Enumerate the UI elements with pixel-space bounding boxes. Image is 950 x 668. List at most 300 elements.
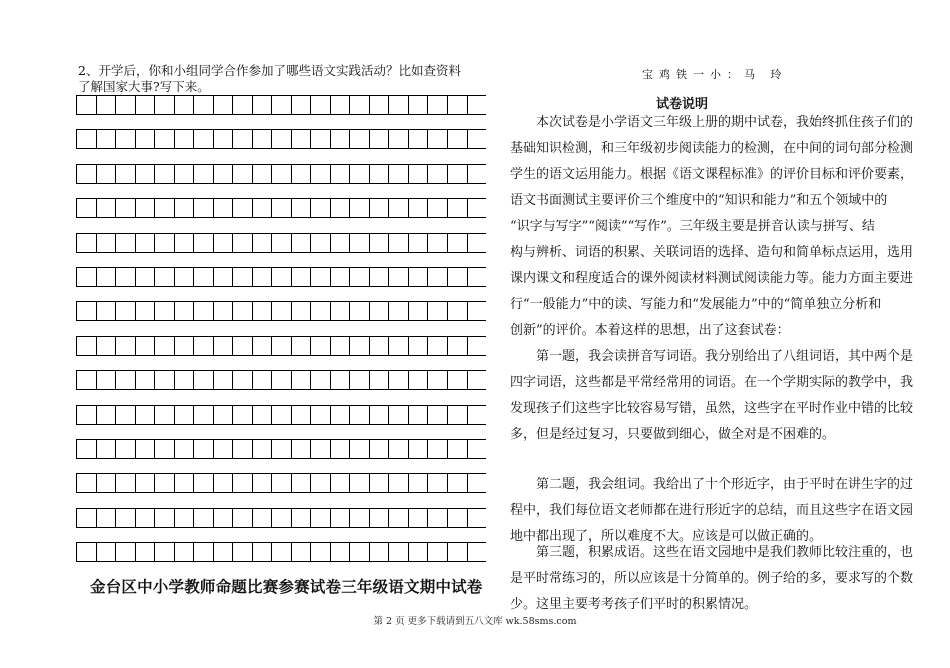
grid-cell [311,130,331,148]
grid-cell [77,165,97,183]
grid-cell [331,440,351,458]
grid-cell [97,337,117,355]
grid-cell [331,474,351,492]
grid-cell [233,337,253,355]
grid-cell [233,440,253,458]
grid-cell [428,234,448,252]
grid-cell [136,199,156,217]
grid-cell [292,337,312,355]
grid-cell [253,302,273,320]
grid-cell [428,302,448,320]
grid-cell [77,130,97,148]
grid-cell [116,96,136,114]
grid-cell [175,371,195,389]
grid-cell [155,440,175,458]
grid-cell [448,337,469,355]
grid-cell [272,406,292,424]
grid-row [76,405,486,425]
grid-cell [389,96,409,114]
grid-row [76,267,486,287]
grid-cell [77,371,97,389]
grid-cell [409,474,429,492]
grid-cell [370,268,390,286]
text-line: 多，但是经过复习，只要做到细心，做全对是不困难的。 [510,427,836,442]
grid-row [76,336,486,356]
grid-cell [214,337,234,355]
grid-cell [194,371,214,389]
grid-cell [428,406,448,424]
paragraph-q2 [510,472,914,550]
grid-cell [311,199,331,217]
grid-cell [448,371,469,389]
grid-cell [272,543,292,561]
grid-cell [292,543,312,561]
grid-cell [175,234,195,252]
grid-cell [233,406,253,424]
grid-cell [155,199,175,217]
grid-cell [370,96,390,114]
grid-cell [448,268,469,286]
grid-cell [136,96,156,114]
grid-cell [97,199,117,217]
text-line: 构与辨析、词语的积累、关联词语的选择、造句和简单标点运用，选用 [510,245,914,260]
grid-cell [292,165,312,183]
grid-cell [214,509,234,527]
grid-row [76,233,486,253]
grid-cell [175,199,195,217]
grid-cell [389,130,409,148]
grid-cell [116,509,136,527]
grid-cell [155,302,175,320]
grid-cell [448,130,469,148]
grid-cell [331,199,351,217]
grid-cell [409,302,429,320]
grid-cell [97,165,117,183]
grid-cell [389,165,409,183]
grid-cell [116,440,136,458]
grid-cell [97,474,117,492]
grid-cell [350,165,370,183]
grid-cell [97,302,117,320]
grid-cell [428,474,448,492]
grid-cell [116,268,136,286]
writing-grid [76,95,486,576]
grid-cell [370,337,390,355]
grid-cell [331,509,351,527]
grid-cell [136,543,156,561]
grid-cell [311,302,331,320]
grid-cell [97,440,117,458]
grid-cell [350,268,370,286]
grid-cell [272,474,292,492]
grid-cell [253,337,273,355]
grid-cell [77,406,97,424]
grid-cell [370,371,390,389]
grid-cell [389,268,409,286]
grid-cell [155,406,175,424]
grid-cell [97,268,117,286]
grid-cell [155,474,175,492]
text-line: 本次试卷是小学语文三年级上册的期中试卷，我始终抓住孩子们的 [510,115,914,130]
grid-cell [253,165,273,183]
grid-cell [253,406,273,424]
grid-cell [116,406,136,424]
grid-cell [370,406,390,424]
grid-cell [175,337,195,355]
grid-cell [233,509,253,527]
grid-cell [409,543,429,561]
grid-cell [311,509,331,527]
grid-cell [77,474,97,492]
grid-cell [331,234,351,252]
grid-cell [116,234,136,252]
section-title: 试卷说明 [656,97,709,112]
grid-cell [194,268,214,286]
grid-cell [272,337,292,355]
grid-cell [116,165,136,183]
grid-cell [253,440,273,458]
grid-cell [350,406,370,424]
grid-cell [350,543,370,561]
text-line: 程中，我们每位语文老师都在进行形近字的总结，而且这些字在语文园 [510,503,914,518]
grid-cell [175,165,195,183]
grid-cell [409,130,429,148]
grid-cell [292,234,312,252]
grid-cell [155,509,175,527]
grid-cell [272,509,292,527]
grid-cell [97,406,117,424]
grid-cell [292,371,312,389]
grid-cell [331,337,351,355]
grid-cell [389,371,409,389]
grid-cell [214,165,234,183]
grid-cell [116,130,136,148]
grid-cell [350,302,370,320]
grid-cell [389,543,409,561]
text-line: 是平时常练习的，所以应该是十分简单的。例子给的多，要求写的个数 [510,571,914,586]
grid-cell [214,474,234,492]
grid-cell [428,130,448,148]
grid-cell [428,509,448,527]
grid-cell [409,406,429,424]
question-line-2: 了解国家大事?写下来。 [78,79,210,94]
grid-cell [292,302,312,320]
grid-cell [272,234,292,252]
grid-cell [253,474,273,492]
text-line: 课内课文和程度适合的课外阅读材料测试阅读能力等。能力方面主要进 [510,271,914,286]
grid-cell [175,96,195,114]
grid-cell [350,234,370,252]
grid-cell [389,509,409,527]
grid-cell [350,440,370,458]
grid-cell [136,234,156,252]
grid-cell [194,234,214,252]
grid-cell [233,302,253,320]
grid-cell [292,96,312,114]
grid-cell [428,337,448,355]
grid-cell [292,509,312,527]
grid-cell [409,268,429,286]
grid-cell [233,165,253,183]
grid-cell [272,371,292,389]
grid-cell [136,474,156,492]
grid-cell [77,302,97,320]
grid-cell [389,440,409,458]
grid-cell [233,474,253,492]
grid-cell [97,371,117,389]
grid-cell [175,440,195,458]
grid-cell [448,509,469,527]
grid-cell [448,165,469,183]
grid-cell [350,474,370,492]
grid-cell [194,406,214,424]
grid-cell [272,96,292,114]
grid-cell [214,96,234,114]
grid-cell [448,474,469,492]
grid-row [76,301,486,321]
grid-cell [77,543,97,561]
grid-row [76,95,486,115]
grid-cell [370,509,390,527]
grid-cell [292,268,312,286]
page-footer: 第 2 页 更多下载请到五八文库 wk.58sms.com [373,616,577,627]
grid-cell [409,337,429,355]
grid-cell [194,474,214,492]
text-line: 发现孩子们这些字比较容易写错，虽然，这些字在平时作业中错的比较 [510,401,914,416]
grid-cell [136,165,156,183]
grid-cell [97,543,117,561]
grid-cell [331,268,351,286]
grid-cell [194,96,214,114]
grid-row [76,198,486,218]
grid-cell [370,234,390,252]
grid-cell [272,199,292,217]
grid-cell [136,371,156,389]
grid-cell [350,371,370,389]
grid-cell [136,406,156,424]
grid-cell [311,268,331,286]
grid-cell [292,474,312,492]
grid-cell [292,130,312,148]
grid-cell [370,130,390,148]
grid-cell [448,234,469,252]
grid-cell [253,268,273,286]
grid-cell [253,543,273,561]
grid-cell [175,302,195,320]
grid-cell [272,302,292,320]
grid-cell [233,199,253,217]
grid-cell [389,474,409,492]
grid-row [76,129,486,149]
grid-cell [350,96,370,114]
grid-cell [428,543,448,561]
grid-cell [214,302,234,320]
grid-cell [136,440,156,458]
grid-cell [233,96,253,114]
grid-cell [428,268,448,286]
grid-cell [77,234,97,252]
grid-cell [389,337,409,355]
grid-cell [448,440,469,458]
grid-cell [428,199,448,217]
grid-cell [175,130,195,148]
grid-cell [311,165,331,183]
grid-cell [155,371,175,389]
text-line: 少。这里主要考考孩子们平时的积累情况。 [510,597,758,612]
grid-cell [233,268,253,286]
text-line: 学生的语文运用能力。根据《语文课程标准》的评价目标和评价要素， [510,167,914,182]
grid-cell [175,406,195,424]
grid-cell [253,371,273,389]
grid-cell [116,474,136,492]
grid-cell [331,130,351,148]
question-line-1: 2、开学后，你和小组同学合作参加了哪些语文实践活动？比如查资料 [78,63,461,78]
grid-cell [136,130,156,148]
grid-row [76,439,486,459]
grid-cell [214,406,234,424]
grid-cell [370,302,390,320]
grid-cell [409,234,429,252]
grid-cell [311,96,331,114]
grid-cell [97,509,117,527]
text-line: 四字词语，这些都是平常经常用的词语。在一个学期实际的教学中，我 [510,375,914,390]
grid-cell [214,234,234,252]
text-line: 语文书面测试主要评价三个维度中的“知识和能力”和五个领域中的 [510,193,888,208]
grid-row [76,370,486,390]
grid-cell [292,406,312,424]
text-line: 第三题，积累成语。这些在语文园地中是我们教师比较注重的，也 [510,545,914,560]
grid-cell [428,440,448,458]
grid-cell [272,165,292,183]
grid-cell [194,199,214,217]
grid-cell [292,440,312,458]
grid-cell [350,199,370,217]
grid-cell [389,199,409,217]
grid-cell [77,96,97,114]
grid-cell [155,543,175,561]
grid-cell [214,268,234,286]
grid-cell [136,302,156,320]
grid-cell [97,130,117,148]
text-line: 第二题，我会组词。我给出了十个形近字，由于平时在讲生字的过 [510,477,914,492]
grid-cell [155,268,175,286]
text-line: 行“一般能力”中的读、写能力和“发展能力”中的“简单独立分析和 [510,297,882,312]
grid-row [76,542,486,562]
grid-cell [311,474,331,492]
grid-cell [97,234,117,252]
grid-cell [155,165,175,183]
grid-cell [155,96,175,114]
grid-cell [194,440,214,458]
grid-cell [370,199,390,217]
grid-cell [428,371,448,389]
grid-cell [448,406,469,424]
grid-cell [253,509,273,527]
grid-cell [214,130,234,148]
grid-cell [194,509,214,527]
grid-cell [409,96,429,114]
grid-cell [448,302,469,320]
grid-cell [214,440,234,458]
grid-cell [136,337,156,355]
grid-cell [311,371,331,389]
grid-cell [370,165,390,183]
grid-cell [77,268,97,286]
grid-cell [116,337,136,355]
grid-cell [175,268,195,286]
text-line: 创新”的评价。本着这样的思想，出了这套试卷： [510,323,790,338]
grid-cell [233,543,253,561]
grid-cell [77,440,97,458]
grid-cell [331,96,351,114]
grid-row [76,164,486,184]
grid-cell [194,337,214,355]
grid-cell [311,234,331,252]
grid-cell [136,268,156,286]
grid-cell [272,440,292,458]
question-prompt [78,63,486,95]
grid-cell [214,371,234,389]
grid-cell [136,509,156,527]
grid-cell [77,509,97,527]
grid-cell [311,543,331,561]
grid-cell [194,543,214,561]
author-line: 宝鸡铁一小：马 玲 [642,68,788,81]
grid-cell [389,234,409,252]
paragraph-intro [510,110,914,448]
grid-cell [370,543,390,561]
grid-cell [155,234,175,252]
grid-cell [409,199,429,217]
grid-cell [409,371,429,389]
grid-cell [370,474,390,492]
grid-cell [370,440,390,458]
grid-cell [175,474,195,492]
text-line: “识字与写字”“阅读”“写作”。三年级主要是拼音认读与拼写、结 [510,219,875,234]
grid-cell [350,509,370,527]
grid-cell [311,337,331,355]
grid-cell [311,406,331,424]
grid-cell [428,96,448,114]
grid-cell [116,199,136,217]
grid-cell [331,302,351,320]
grid-cell [214,199,234,217]
grid-cell [253,130,273,148]
text-line: 地中都出现了，所以难度不大。应该是可以做正确的。 [510,529,823,544]
grid-cell [448,96,469,114]
grid-cell [116,543,136,561]
grid-cell [292,199,312,217]
grid-cell [116,371,136,389]
grid-cell [272,268,292,286]
grid-cell [214,543,234,561]
exam-title: 金台区中小学教师命题比赛参赛试卷三年级语文期中试卷 [90,578,483,596]
grid-cell [155,337,175,355]
grid-cell [194,130,214,148]
grid-cell [350,337,370,355]
grid-cell [253,96,273,114]
grid-cell [233,130,253,148]
grid-cell [77,337,97,355]
grid-cell [155,130,175,148]
grid-cell [331,543,351,561]
grid-cell [233,234,253,252]
grid-row [76,508,486,528]
grid-cell [175,543,195,561]
grid-row [76,473,486,493]
grid-cell [331,165,351,183]
grid-cell [350,130,370,148]
